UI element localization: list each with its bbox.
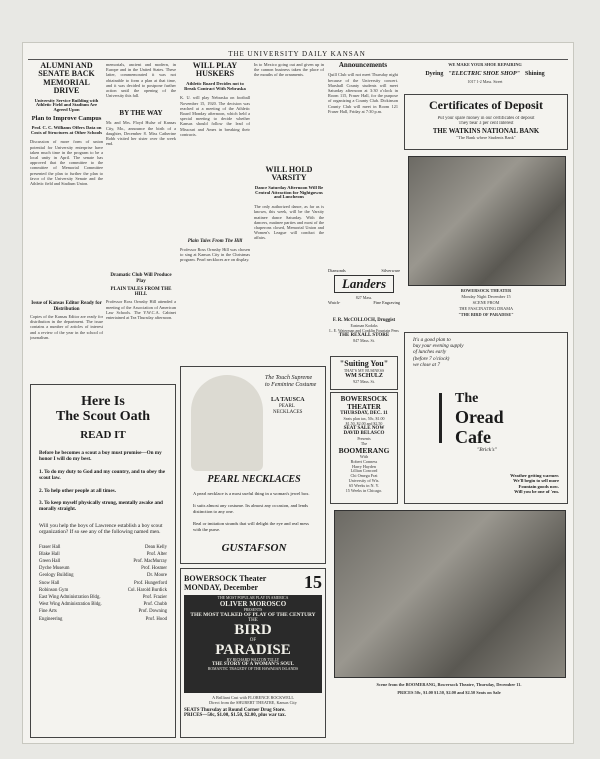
druggist-name: F. R. McCOLLOCH, Druggist	[332, 318, 396, 323]
contact-row	[39, 572, 167, 579]
poster-text: THE MOST POPULAR PLAY IN AMERICA	[217, 596, 289, 600]
contact-person: Dr. Moore	[147, 573, 167, 579]
article-body: Professor Ross Ormsby Hill was chosen to sing at Kansas City in the Christmas program. Pearl necklaces are on display.	[180, 246, 250, 263]
stage-photo	[408, 156, 566, 286]
contact-person: Prof. MacMurray	[133, 558, 167, 564]
producer: OLIVER MOROSCO	[219, 600, 287, 608]
article-subhead: University Service Building with Athletic Field and Stadium Are Agreed Upon	[34, 97, 99, 113]
stage-photo	[334, 510, 566, 678]
contact-person: Dean Kelly	[145, 544, 167, 550]
ad-text: Presents	[357, 436, 371, 441]
schulz-quote: "Suiting You"	[339, 359, 389, 368]
cafe-name: Oread	[455, 407, 504, 427]
photo-caption: "THE BIRD OF PARADISE"	[458, 312, 514, 317]
brand-name: LA TAUSCA	[271, 397, 305, 403]
play-title: BOOMERANG	[338, 446, 390, 455]
bird-of-paradise-photo-ad	[404, 154, 568, 328]
photo-caption: BOWERSOCK THEATER	[460, 288, 512, 293]
article-subhead: PLAIN TALES FROM THE HILL	[110, 286, 172, 298]
tailor-name: WM SCHULZ	[345, 373, 383, 379]
scout-point: 3. To keep myself physically strong, mentally awake and morally straight.	[39, 499, 163, 513]
jeweler-name: GUSTAFSON	[221, 542, 287, 554]
article-body: Mr. and Mrs. Floyd Hulse of Kansas City, Mo., announce the birth of a daughter, December 8. Miss Catherine Robb visited her sister over the week end.	[106, 120, 176, 147]
cafe-footer	[510, 473, 559, 495]
ad-body: Real or imitation strands that will delight the eye and real mess with the purse.	[193, 521, 309, 532]
scout-headline: Here Is	[81, 394, 125, 409]
contact-location: Fine Arts	[39, 609, 57, 615]
contact-person: Prof. Hosmer	[141, 566, 167, 572]
ad-text: PRICES—50c, $1.00, $1.50, $2.00, plus war tax.	[184, 713, 286, 718]
article-subhead: Athletic Board Decides not to Break Contract With Nebraska	[184, 80, 246, 91]
bank-ad-title: Certificates of Deposit	[429, 98, 543, 112]
column-3	[180, 62, 250, 362]
contact-person: Prof. Downing	[138, 609, 167, 615]
ad-body: It suits almost any costume. Its almost any occasion, and lends distinction to any one.	[193, 503, 309, 514]
announcements	[328, 62, 398, 267]
play-title: BIRD	[234, 622, 272, 638]
ad-text: we close at 7	[413, 361, 440, 368]
theater-name: BOWERSOCK	[340, 395, 388, 403]
contact-row	[39, 587, 167, 594]
poster-text: THE	[248, 618, 258, 623]
show-date: THURSDAY, DEC. 11	[340, 411, 388, 416]
scout-read-it: READ IT	[80, 429, 126, 442]
contact-row	[39, 558, 167, 565]
contact-location: Engineering	[39, 616, 63, 622]
contact-row	[39, 616, 167, 623]
masthead-rule	[28, 59, 568, 60]
scout-point: 1. To do my duty to God and my country, and to obey the scout law.	[39, 468, 166, 482]
ad-text: Fine Engraving	[373, 300, 400, 305]
contact-row	[39, 580, 167, 587]
contact-row	[39, 565, 167, 572]
scout-oath-box	[30, 384, 176, 738]
ad-text: A Brilliant Cast with FLORENCE ROCKWELL	[212, 695, 294, 700]
ad-text: Shining	[525, 71, 545, 77]
contact-location: Fraser Hall	[39, 544, 61, 550]
article-body: Professor Ross Ormsby Hill attended a meeting of the Association of American Law Schools. The Y.W.C.A. Cabinet entertained at Tea Thursday afternoon.	[106, 299, 176, 320]
ad-text: We'll begin to sell more	[513, 478, 559, 484]
cast-item: University of Wis.	[348, 477, 380, 483]
ad-text: Direct from the SHUBERT THEATRE, Kansas City	[209, 700, 297, 705]
gustafson-ad	[180, 366, 326, 564]
column-headline: BY THE WAY	[119, 109, 163, 117]
ad-text: Diamonds	[328, 268, 346, 273]
contact-row	[39, 544, 167, 551]
theater-name: THEATER	[347, 403, 381, 411]
cafe-name: Cafe	[455, 427, 491, 447]
contact-row	[39, 594, 167, 601]
oread-cafe-ad	[404, 332, 568, 504]
cast-item: Chi Omega Frat	[350, 473, 378, 479]
contact-row	[39, 608, 167, 615]
ad-text: L. E. Waterman and Conklin Fountain Pens	[329, 328, 399, 333]
contact-location: Snow Hall	[39, 580, 60, 586]
cafe-nickname: "Brick's"	[477, 447, 497, 453]
contact-location: Dyche Museum	[39, 566, 70, 572]
article-subhead: Dance Saturday Afternoon Will Be Central Attraction for Nightgowns and Luncheons	[254, 184, 324, 200]
ad-address: 927 Mass. St.	[353, 379, 375, 384]
pearl-headline: PEARL NECKLACES	[207, 474, 301, 485]
ad-text: Fountain goods now.	[518, 483, 559, 489]
ad-text: Watch-	[328, 300, 341, 305]
ad-text: Dyeing	[425, 71, 444, 77]
poster-text: OF	[249, 638, 257, 643]
bank-name: THE WATKINS NATIONAL BANK	[432, 128, 540, 135]
boomerang-photo-ad	[330, 510, 568, 738]
ad-text: buy your evening supply	[413, 343, 464, 350]
mccolloch-ad	[328, 318, 400, 354]
woman-illustration	[191, 375, 263, 471]
article-subhead: Dramatic Club Will Produce Play	[110, 273, 172, 284]
brand-name: NECKLACES	[273, 410, 303, 415]
landers-ad	[328, 268, 400, 316]
masthead: THE UNIVERSITY DAILY KANSAN	[228, 50, 366, 58]
poster-text: PRESENTS	[243, 608, 263, 612]
column-2	[106, 62, 176, 382]
contact-location: Blake Hall	[39, 551, 60, 557]
ad-text: WE MAKE YOUR SHOE REPAIRING	[448, 62, 522, 67]
ad-text: They bear 3 per cent Interest	[458, 121, 514, 126]
ad-text: $1.50, $2.00 and $2.50	[345, 421, 383, 426]
cast-item: Robert Conness	[350, 458, 378, 464]
ad-text: Put your spare money in our certificates of deposit	[437, 116, 535, 121]
article-subhead: Plan to Improve Campus	[31, 115, 102, 122]
article-subhead: Plain Tales From The Hill	[187, 239, 243, 245]
cast-item: Lillian Concord	[350, 468, 378, 474]
ad-address: 827 Mass.	[355, 295, 373, 300]
contact-location: Robinson Gym	[39, 587, 69, 593]
column-4	[254, 62, 324, 362]
ad-text: Will you be one of 'em.	[514, 489, 559, 495]
contact-person: Prof. Alter	[146, 551, 167, 557]
contact-location: Green Hall	[39, 558, 61, 564]
contact-location: East Wing Administration Bldg.	[39, 595, 101, 600]
cast-item: With	[359, 455, 369, 459]
theater-name: BOWERSOCK Theater	[184, 573, 267, 583]
article-subhead: Prof. C. C. Williams Offers Data on Costs of Structures at Other Schools	[30, 124, 103, 135]
ad-text: (before 7 o'clock)	[413, 355, 450, 362]
play-title: PARADISE	[215, 642, 291, 658]
contact-person: Prof. Chubb	[143, 602, 167, 608]
bank-ad	[404, 94, 568, 150]
ad-text: The	[360, 441, 368, 446]
poster-text: ROMANTIC TRAGEDY OF THE HAWAIIAN ISLANDS	[207, 667, 299, 671]
landers-logo: Landers	[334, 275, 394, 293]
ad-text: Silverware	[381, 268, 400, 273]
boomerang-ad	[330, 392, 398, 504]
ad-text: SEATS Thursday at Round Corner Drug Store.	[184, 708, 286, 713]
announcements-title: Announcements	[338, 61, 388, 69]
ad-tagline: to Feminine Costume	[265, 382, 317, 388]
cast-item: 65 Weeks in N. Y.	[348, 482, 380, 488]
contact-person: Prof. Hood	[145, 616, 167, 622]
photo-caption: SCENE FROM	[472, 300, 500, 305]
brand-name: PEARL	[279, 404, 295, 409]
ad-text: Weather getting warmer.	[510, 473, 559, 478]
poster-text: THE STORY OF A WOMAN'S SOUL	[212, 662, 294, 667]
photo-caption: THE FASCINATING DRAMA	[458, 306, 514, 311]
photo-caption: Monday Night December 15	[461, 294, 511, 299]
contact-location: West Wing Administration Bldg.	[39, 602, 102, 608]
ad-text: DAVID BELASCO	[343, 431, 385, 436]
ad-text: Eastman Kodaks	[350, 323, 378, 328]
article-headline: WILL PLAY HUSKERS	[192, 61, 238, 79]
show-date: MONDAY, December	[184, 582, 259, 592]
store-name: THE REXALL STORE	[338, 333, 390, 338]
ad-body: A pearl necklace is a most useful thing in a woman's jewel box.	[193, 491, 310, 496]
ad-text: THAT'S MY BUSINESS	[343, 368, 385, 373]
schulz-ad	[330, 356, 398, 390]
bird-of-paradise-ad	[180, 568, 326, 738]
article-headline: WILL HOLD VARSITY	[265, 165, 313, 183]
photo-caption: PRICES 50c, $1.00 $1.50, $2.00 and $2.50 Seats on Sale	[397, 690, 501, 695]
contact-person: Prof. Frazier	[142, 595, 167, 600]
announcements-body: Quill Club will not meet Thursday night because of the University concert. Marshall County students will meet Saturday afternoon at 3:30 o'clock in Room 115, Fraser Hall, for the purpose of organizing a County Club. Dickinson County Club will meet in Room 121 Fraser Hall, Friday at 7:30 p.m.	[328, 72, 398, 114]
contact-person: Col. Harold Burdick	[127, 587, 167, 593]
ad-address: 847 Mass. St.	[353, 338, 375, 343]
contact-location: Geology Building	[39, 573, 74, 579]
show-date-number: 15	[304, 572, 322, 592]
column-1	[30, 62, 103, 382]
ad-text: It's a good plan to	[413, 337, 451, 343]
poster-panel	[184, 595, 322, 693]
contact-row	[39, 601, 167, 608]
scout-contact-list	[39, 544, 167, 623]
ad-address: 1017 1-2 Mass. Street	[467, 79, 503, 84]
ad-text: SEAT SALE NOW	[343, 426, 385, 431]
scout-point: 2. To help other people at all times.	[39, 487, 116, 494]
shop-name: "ELECTRIC SHOE SHOP"	[448, 71, 520, 77]
article-headline: ALUMNI AND SENATE BACK MEMORIAL DRIVE	[38, 61, 95, 96]
article-body: The only authorized dance, as far as is known, this week, will be the Varsity matinee dance Saturday. With the dancers, matinee parties and most of the chaperons closed, Memorial Union and Women's League will conduct the affairs.	[254, 204, 324, 241]
cast-item: Harry Hayden	[352, 463, 376, 469]
poster-text: BY RICHARD WALTON TULLY	[226, 658, 280, 662]
article-body: K. U. will play Nebraska on football November 15, 1920. The decision was reached at a meeting of the Athletic Board Monday afternoon, which held a special meeting to decide whether Kansas should follow the lead of Missouri and Ames in breaking their contracts.	[180, 95, 250, 137]
ad-text: of lunches early	[413, 349, 447, 356]
contact-row	[39, 551, 167, 558]
scout-appeal: Will you help the boys of Lawrence establish a boy scout organization? If so see any of the following named men.	[39, 522, 163, 536]
scout-headline: The Scout Oath	[55, 408, 151, 424]
scout-intro: Before he becomes a scout a boy must promise—On my honor I will do my best.	[39, 449, 162, 463]
photo-caption: Scene from the BOOMERANG, Bowersock Theatre, Thursday, December 11.	[376, 682, 522, 687]
article-body: Discussion of more form of union potential for University enterprise have taken much time in the program to be a local unity in April. The senate has approved that the committee to the committee of Memorial Committee presented the plan to further the plan to favor of the University Senate and the Athletic field and Stadium Union.	[30, 139, 103, 187]
article-subhead: Issue of Kansas Editor Ready for Distribution	[31, 301, 102, 312]
decorative-bar	[439, 393, 442, 443]
article-body: Copies of the Kansas Editor are ready for distribution in the department. The issue contains a number of articles of interest and a review of the year in the school of journalism.	[30, 313, 103, 340]
article-body: In to Mexico going out and given up in the cannon business taken the place of the mouths of the ornaments.	[254, 62, 324, 78]
cast-item: 15 Weeks in Chicago.	[345, 487, 383, 493]
ad-text: Seats plan tax, 50c, $1.00	[343, 416, 385, 421]
bank-tagline: "The Bank where Students Bank"	[456, 135, 516, 140]
article-body: memorials, ancient and modern, in Europe and in the United States. These latter, commemorated it was not obtainable to form a plan at that time, and it was decided to postpone further action until the opening of the University this fall.	[106, 62, 176, 99]
cafe-the: The	[455, 391, 479, 406]
ad-tagline: The Touch Supreme	[265, 375, 313, 381]
poster-text: THE MOST TALKED OF PLAY OF THE CENTURY	[190, 612, 316, 618]
contact-person: Prof. Hungerford	[133, 580, 167, 586]
